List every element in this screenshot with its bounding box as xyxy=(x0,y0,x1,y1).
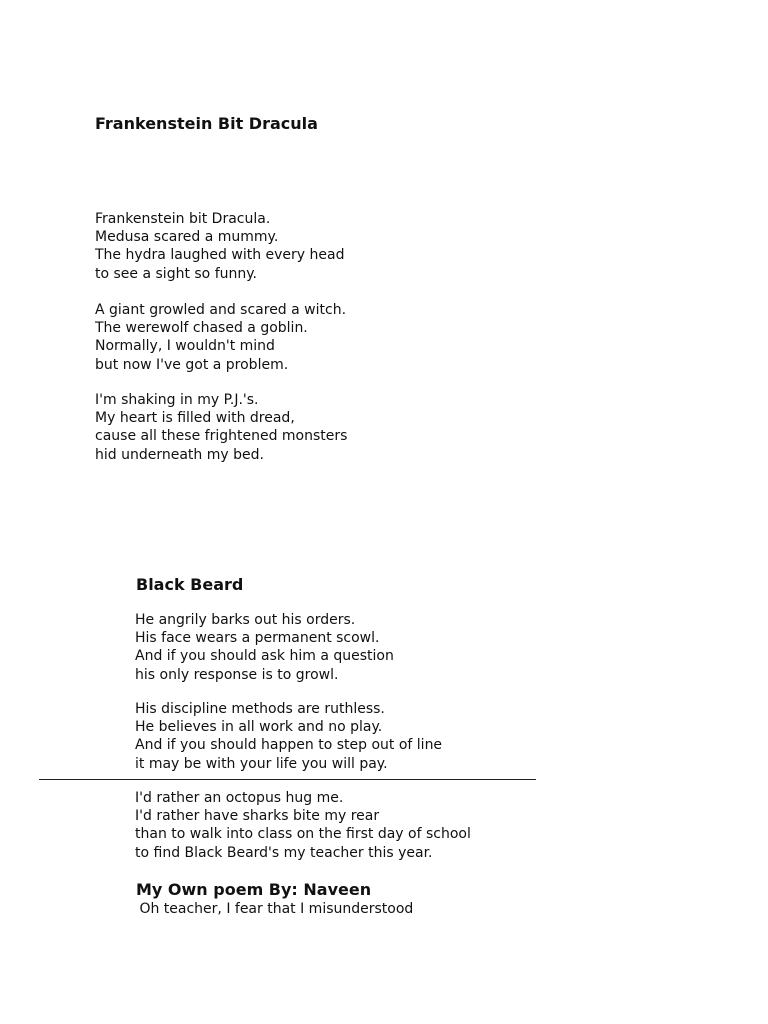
poem-line: The hydra laughed with every head xyxy=(95,247,345,264)
poem-line: Medusa scared a mummy. xyxy=(95,229,279,246)
poem-line: than to walk into class on the first day of school xyxy=(135,826,471,843)
poem2-stanza-3 xyxy=(135,789,471,862)
poem-line: And if you should ask him a question xyxy=(135,648,394,665)
poem1-stanza-2 xyxy=(95,301,346,374)
poem2-stanza-1 xyxy=(135,611,394,684)
poem1-title: Frankenstein Bit Dracula xyxy=(95,114,318,133)
poem-line: The werewolf chased a goblin. xyxy=(95,320,308,337)
poem-line: cause all these frightened monsters xyxy=(95,428,348,445)
poem1-stanza-3 xyxy=(95,391,347,464)
poem-line: hid underneath my bed. xyxy=(95,446,264,463)
poem-line: Frankenstein bit Dracula. xyxy=(95,211,271,227)
poem2-stanza-2 xyxy=(135,700,442,773)
poem2-title: Black Beard xyxy=(136,575,244,594)
poem-line: A giant growled and scared a witch. xyxy=(95,302,347,318)
poem1-stanza-1 xyxy=(95,210,344,283)
poem-line: I'd rather have sharks bite my rear xyxy=(135,808,380,825)
poem3-body xyxy=(135,900,413,918)
poem-line: And if you should happen to step out of line xyxy=(135,737,443,754)
poem-line: to find Black Beard's my teacher this year. xyxy=(135,844,433,861)
poem-line: it may be with your life you will pay. xyxy=(135,755,388,772)
page-divider xyxy=(39,779,536,780)
poem-line: Oh teacher, I fear that I misunderstood xyxy=(135,901,414,917)
poem-line: His face wears a permanent scowl. xyxy=(135,630,380,647)
poem-line: He believes in all work and no play. xyxy=(135,719,383,736)
poem-line: to see a sight so funny. xyxy=(95,265,257,282)
poem-line: He angrily barks out his orders. xyxy=(135,612,356,628)
poem3-title: My Own poem By: Naveen xyxy=(136,880,372,899)
poem-line: My heart is filled with dread, xyxy=(95,410,295,427)
poem-line: His discipline methods are ruthless. xyxy=(135,701,385,717)
poem-line: I'd rather an octopus hug me. xyxy=(135,790,344,806)
poem-line: his only response is to growl. xyxy=(135,666,339,683)
poem-line: I'm shaking in my P.J.'s. xyxy=(95,392,259,408)
poem-line: but now I've got a problem. xyxy=(95,356,289,373)
poem-line: Normally, I wouldn't mind xyxy=(95,338,275,355)
